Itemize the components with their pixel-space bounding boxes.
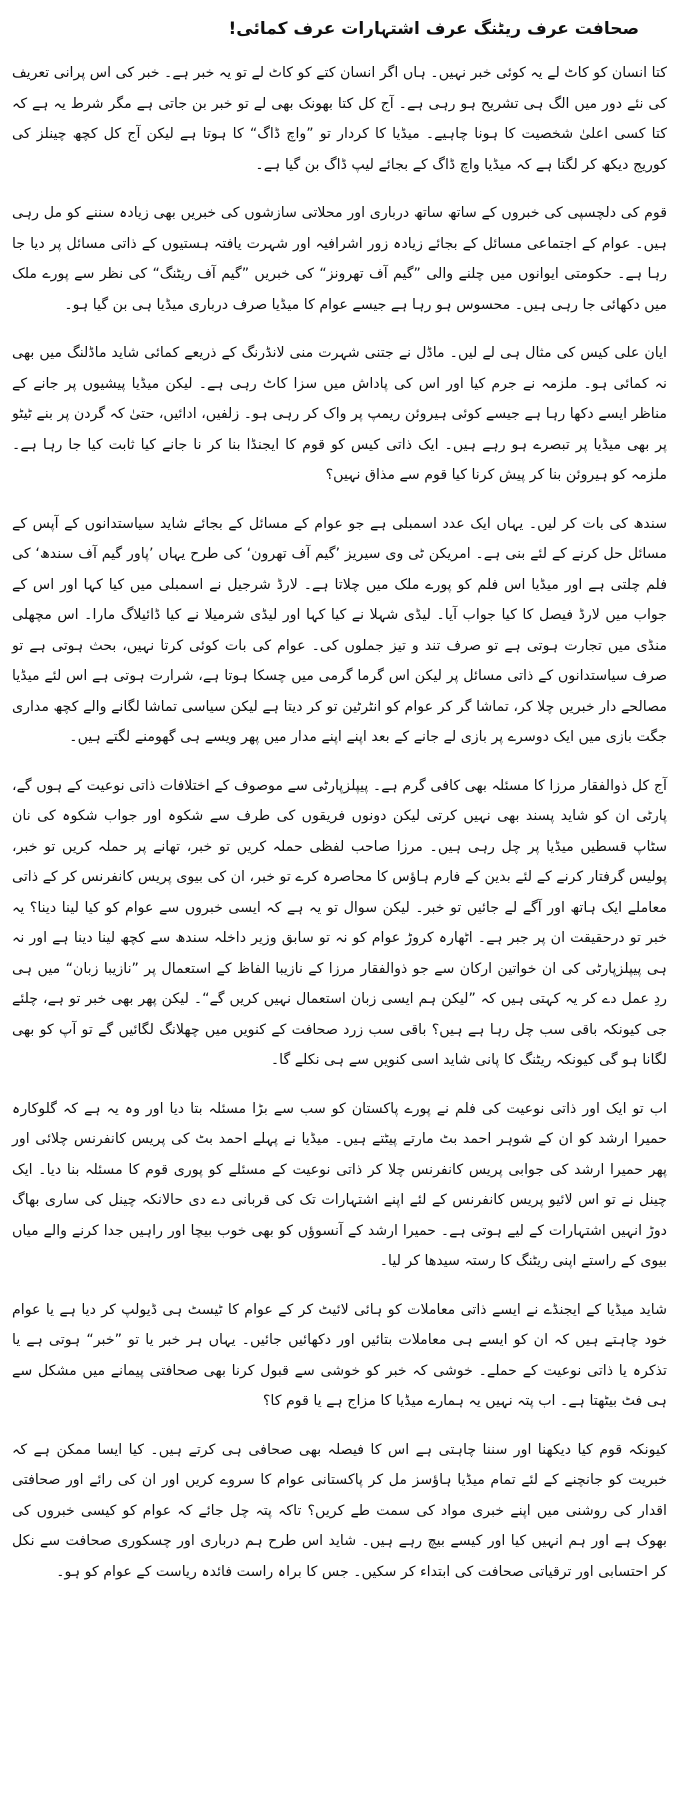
article-body (12, 58, 667, 1587)
article-title: صحافت عرف ریٹنگ عرف اشتہارات عرف کمائی! (228, 19, 639, 39)
article-paragraph: اب تو ایک اور ذاتی نوعیت کی فلم نے پورے پاکستان کو سب سے بڑا مسئلہ بتا دیا اور وہ یہ ہے کہ گلوکارہ حمیرا ارشد کو ان کے شوہر احمد بٹ مارتے پیٹتے ہیں۔ میڈیا نے پہلے احمد بٹ کی پریس کانفرنس چلائی اور پھر حمیرا ارشد کی جوابی پریس کانفرنس چلا کر ذاتی نوعیت کے مسئلے کو پوری قوم کا مسئلہ بنا دیا۔ ایک چینل نے تو اس لائیو پریس کانفرنس کے لئے اپنے اشتہارات تک کی قربانی دے دی حالانکہ چینل کی ساری بھاگ دوڑ انہیں اشتہارات کے لیے ہوتی ہے۔ حمیرا ارشد کے آنسوؤں کو بھی خوب بیچا اور راہیں جدا کرنے والے میاں بیوی کے راستے اپنی ریٹنگ کا رستہ سیدھا کر لیا۔ (12, 1100, 667, 1269)
article-paragraph: آج کل ذوالفقار مرزا کا مسئلہ بھی کافی گرم ہے۔ پیپلزپارٹی سے موصوف کے اختلافات ذاتی نوعیت کے ہوں گے، پارٹی ان کو شاید پسند بھی نہیں کرتی لیکن دونوں فریقوں کی طرف سے شکوہ اور جواب شکوہ کی نان سٹاپ قسطیں میڈیا پر چل رہی ہیں۔ مرزا صاحب لفظی حملہ کریں تو خبر، تھانے پر حملہ کریں تو خبر، پولیس گرفتار کرنے کے لئے بدین کے فارم ہاؤس کا محاصرہ کرے تو خبر، ان کی بیوی پریس کانفرنس کر کے ذاتی معاملے ایک ہاتھ اور آگے لے جائیں تو خبر۔ لیکن سوال تو یہ ہے کہ ایسی خبروں سے عوام کو کیا لینا دینا؟ یہ خبر تو درحقیقت ان پر جبر ہے۔ اٹھارہ کروڑ عوام کو نہ تو سابق وزیر داخلہ سندھ سے کچھ لینا دینا ہے اور نہ ہی پیپلزپارٹی کی ان خواتین ارکان سے جو ذوالفقار مرزا کے نازیبا الفاظ کے استعمال پر ”نازیبا زبان“ میں ہی ردِ عمل دے کر یہ کہتی ہیں کہ ”لیکن ہم ایسی زبان استعمال نہیں کریں گے“۔ لیکن پھر بھی خبر تو ہے، چلئے جی کیونکہ باقی سب چل رہا ہے ہیں؟ باقی سب زرد صحافت کے کنویں میں چھلانگ لگائیں گے تو آپ کو بھی لگانا ہو گی کیونکہ ریٹنگ کا پانی شاید اسی کنویں سے ہی نکلے گا۔ (12, 777, 667, 1068)
article-paragraph: شاید میڈیا کے ایجنڈے نے ایسے ذاتی معاملات کو ہائی لائیٹ کر کے عوام کا ٹیسٹ ہی ڈیولپ کر دیا ہے یا عوام خود چاہتے ہیں کہ ان کو ایسے ہی معاملات بتائیں اور دکھائیں جائیں۔ یہاں ہر خبر یا تو ”خبر“ ہوتی ہے یا تذکرہ یا ذاتی نوعیت کے حملے۔ خوشی کہ خبر کو خوشی سے قبول کرنا بھی صحافتی پیمانے میں مشکل سے ہی فٹ بیٹھتا ہے۔ اب پتہ نہیں یہ ہمارے میڈیا کا مزاج ہے یا قوم کا؟ (12, 1301, 667, 1409)
article-paragraph: کیونکہ قوم کیا دیکھنا اور سننا چاہتی ہے اس کا فیصلہ بھی صحافی ہی کرتے ہیں۔ کیا ایسا ممکن ہے کہ خبریت کو جانچنے کے لئے تمام میڈیا ہاؤسز مل کر پاکستانی عوام کا سروے کریں اور ان کی رائے اور صحافتی اقدار کی روشنی میں اپنے خبری مواد کی سمت طے کریں؟ تاکہ پتہ چل جائے کہ عوام کو کیسی خبروں کی بھوک ہے اور ہم انہیں کیا اور کیسے بیچ رہے ہیں۔ شاید اس طرح ہم درباری اور چسکوری صحافت سے نکل کر احتسابی اور ترقیاتی صحافت کی ابتداء کر سکیں۔ جس کا براہ راست فائدہ ریاست کے عوام کو ہو۔ (12, 1441, 667, 1580)
article-paragraph: قوم کی دلچسپی کی خبروں کے ساتھ ساتھ درباری اور محلاتی سازشوں کی خبریں بھی زیادہ سننے کو مل رہی ہیں۔ عوام کے اجتماعی مسائل کے بجائے زیادہ زور اشرافیہ اور شہرت یافتہ ہستیوں کے ذاتی مسائل پر دیا جا رہا ہے۔ حکومتی ایوانوں میں چلنے والی ”گیم آف تھرونز“ کی خبریں ”گیم آف ریٹنگ“ کی نظر سے پورے ملک میں دکھائی جا رہی ہیں۔ محسوس ہو رہا ہے جیسے عوام کا میڈیا صرف درباری میڈیا ہی بن گیا ہو۔ (12, 205, 667, 313)
article-paragraph: کتا انسان کو کاٹ لے یہ کوئی خبر نہیں۔ ہاں اگر انسان کتے کو کاٹ لے تو یہ خبر ہے۔ خبر کی اس پرانی تعریف کی نئے دور میں الگ ہی تشریح ہو رہی ہے۔ آج کل کتا بھونک بھی لے تو خبر بن جاتی ہے مگر شرط یہ ہے کہ کتا کسی اعلیٰ شخصیت کا ہونا چاہیے۔ میڈیا کا کردار تو ”واچ ڈاگ“ کا ہوتا ہے لیکن آج کل کچھ چینلز کی کوریج دیکھ کر لگتا ہے کہ میڈیا واچ ڈاگ کے بجائے لیپ ڈاگ بن گیا ہے۔ (12, 65, 667, 173)
article-paragraph: ایان علی کیس کی مثال ہی لے لیں۔ ماڈل نے جتنی شہرت منی لانڈرنگ کے ذریعے کمائی شاید ماڈلنگ میں بھی نہ کمائی ہو۔ ملزمہ نے جرم کیا اور اس کی پاداش میں سزا کاٹ رہی ہے۔ لیکن میڈیا پیشیوں پر جانے کے مناظر ایسے دکھا رہا ہے جیسے کوئی ہیروئن ریمپ پر واک کر رہی ہو۔ زلفیں، ادائیں، حتیٰ کہ گردن پر بنے ٹیٹو پر بھی میڈیا پر تبصرے ہو رہے ہیں۔ ایک ذاتی کیس کو قوم کا ایجنڈا بنا کر نا جانے کیا ثابت کیا جا رہا ہے۔ ملزمہ کو ہیروئن بنا کر پیش کرنا کیا قوم سے مذاق نہیں؟ (12, 345, 667, 483)
article-paragraph: سندھ کی بات کر لیں۔ یہاں ایک عدد اسمبلی ہے جو عوام کے مسائل کے بجائے شاید سیاستدانوں کے آپس کے مسائل حل کرنے کے لئے بنی ہے۔ امریکن ٹی وی سیریز ’گیم آف تھرون‘ کی طرح یہاں ’پاور گیم آف سندھ‘ کی فلم چلتی ہے اور میڈیا اس فلم کو پورے ملک میں چلاتا ہے۔ لارڈ شرجیل نے اسمبلی میں کیا کہا اور اس کے جواب میں لارڈ فیصل کا کیا جواب آیا۔ لیڈی شہلا نے کیا کہا اور لیڈی شرمیلا نے کیا ڈائیلاگ مارا۔ اس مچھلی منڈی میں تجارت ہوتی ہے تو صرف تند و تیز جملوں کی۔ عوام کی بات کوئی کرتا نہیں، بحث ہوتی ہے تو صرف سیاستدانوں کے ذاتی مسائل پر لیکن اس گرما گرمی میں چسکا ہوتا ہے، شرارت ہوتی ہے اس لئے میڈیا مصالحے دار خبریں چلا کر، تماشا گر کر عوام کو انٹرٹین تو کر دیتا ہے لیکن سیاسی تماشا لگانے والے کچھ مداری جگت بازی میں ایک دوسرے پر بازی لے جانے کے بعد اپنے اپنے مدار میں پھر ویسے ہی گھومنے لگتے ہیں۔ (12, 515, 667, 745)
